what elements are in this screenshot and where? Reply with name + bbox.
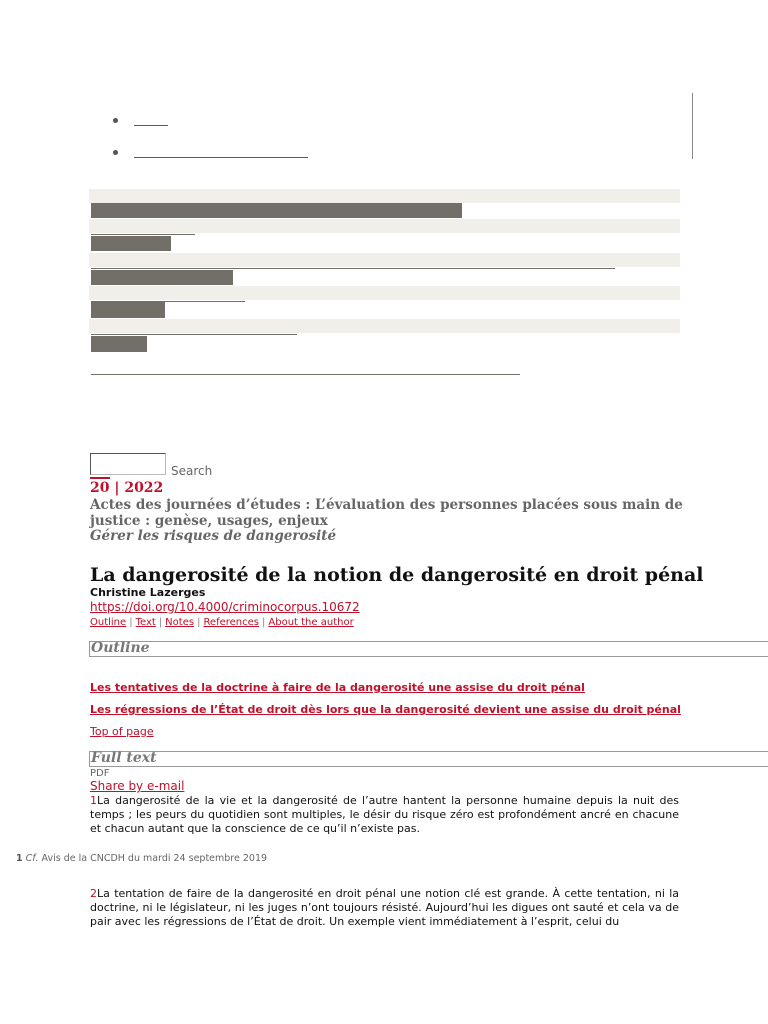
- footnote-cf: Cf.: [25, 853, 39, 864]
- paragraph-text: La tentation de faire de la dangerosité en droit pénal une notion clé est grande. À cette tentation, ni la doctrine, ni le législateur, ni les juges n’ont toujours résisté. Aujourd’hui les digues ont sauté et cela va de pair avec les régressions de l’État de droit. Un exemple vient immédiatement à l’esprit, celui du: [90, 887, 679, 928]
- menu-band: [89, 219, 680, 233]
- menu-band: [89, 253, 680, 267]
- tab-references[interactable]: References: [203, 617, 260, 628]
- menu-rule: [91, 234, 195, 235]
- menu-bar[interactable]: [91, 203, 462, 218]
- fulltext-heading: Full text: [91, 750, 157, 766]
- section-name[interactable]: Gérer les risques de dangerosité: [90, 528, 337, 544]
- menu-rule: [91, 268, 615, 269]
- tab-text[interactable]: Text: [135, 617, 156, 628]
- outline-heading: Outline: [91, 640, 150, 656]
- paragraph-number[interactable]: 1: [90, 794, 97, 807]
- paragraph-number[interactable]: 2: [90, 887, 97, 900]
- paragraph-text: La dangerosité de la vie et la dangerosité de l’autre hantent la personne humaine depuis la nuit des temps ; les peurs du quotidien sont multiples, le désir du risque zéro est profondément ancré en chacune et chacun autant que la conscience de ce qu’il n’existe pas.: [90, 794, 679, 835]
- nav-link-site[interactable]: [134, 157, 308, 158]
- footnote-text: Avis de la CNCDH du mardi 24 septembre 2019: [41, 853, 268, 864]
- menu-band: [89, 319, 680, 333]
- paragraph-1: [90, 794, 679, 836]
- issue-number[interactable]: 20 | 2022: [90, 480, 164, 496]
- footnote-1: [16, 853, 267, 864]
- share-email-link[interactable]: Share by e-mail: [90, 779, 185, 793]
- fulltext-header: [89, 751, 768, 767]
- article-tabs: Outline | Text | Notes | References | About the author: [90, 617, 354, 628]
- paragraph-2: [90, 887, 679, 929]
- menu-bar[interactable]: [91, 236, 171, 251]
- article-title: La dangerosité de la notion de dangerosité en droit pénal: [90, 564, 704, 586]
- menu-bar[interactable]: [91, 270, 233, 285]
- footnote-number[interactable]: 1: [16, 853, 23, 864]
- collection-title[interactable]: Actes des journées d’études : L’évaluation des personnes placées sous main de justice : genèse, usages, enjeux: [90, 497, 683, 529]
- article-author[interactable]: Christine Lazerges: [90, 586, 206, 599]
- search-button[interactable]: Search: [171, 464, 213, 478]
- menu-bar[interactable]: [91, 302, 165, 318]
- doi-link[interactable]: https://doi.org/10.4000/criminocorpus.10672: [90, 600, 360, 614]
- nav-bullet: [113, 118, 118, 123]
- outline-item-2[interactable]: Les régressions de l’État de droit dès lors que la dangerosité devient une assise du droit pénal: [90, 703, 681, 716]
- search-accent: [90, 477, 110, 479]
- menu-bar[interactable]: [91, 336, 147, 352]
- outline-header: [89, 641, 768, 657]
- top-of-page-link[interactable]: Top of page: [90, 725, 154, 738]
- search-input[interactable]: [90, 453, 166, 475]
- menu-band: [89, 189, 680, 203]
- menu-rule: [91, 374, 520, 375]
- nav-bullet: [113, 150, 118, 155]
- tab-outline[interactable]: Outline: [90, 617, 127, 628]
- menu-rule: [91, 334, 297, 335]
- menu-band: [89, 286, 680, 300]
- header-divider: [692, 93, 693, 159]
- outline-item-1[interactable]: Les tentatives de la doctrine à faire de la dangerosité une assise du droit pénal: [90, 681, 585, 694]
- tab-notes[interactable]: Notes: [165, 617, 195, 628]
- pdf-label: PDF: [90, 768, 110, 779]
- tab-about-author[interactable]: About the author: [268, 617, 354, 628]
- nav-link-home[interactable]: [134, 125, 168, 126]
